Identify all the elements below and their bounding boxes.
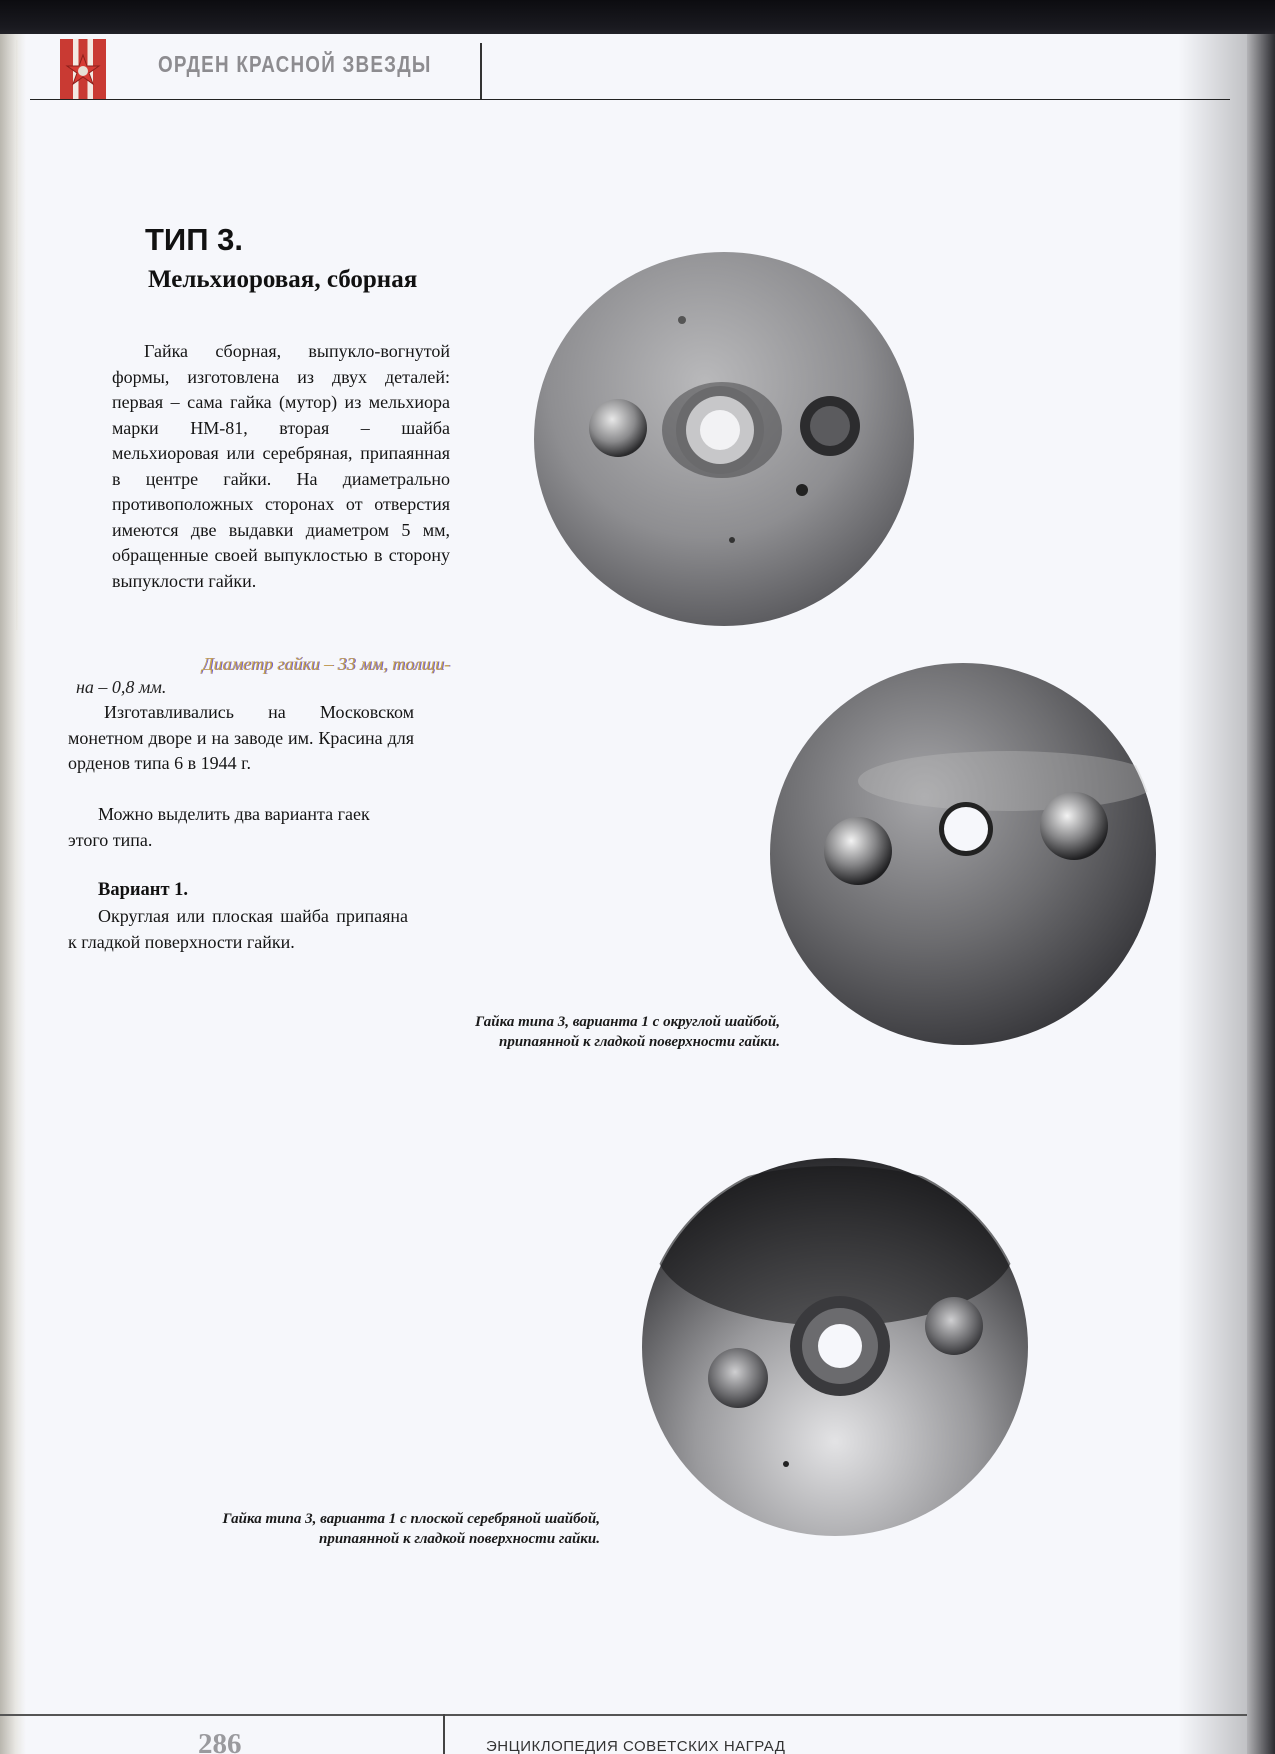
manufacture-paragraph: Изготавливались на Московском монетном дворе и на заводе им. Красина для орденов типа 6 в 1944 г. (68, 702, 414, 773)
nut-photo-bottom (640, 1156, 1030, 1538)
photo-caption-2-line-2: припаянной к гладкой поверхности гайки. (319, 1531, 600, 1547)
page-curl-shadow (1178, 34, 1248, 1754)
photo-caption-1-line-2: припаянной к гладкой поверхности гайки. (499, 1034, 780, 1050)
footer-divider (443, 1714, 445, 1754)
book-spine (1247, 34, 1275, 1754)
footer-rule (0, 1714, 1248, 1716)
diameter-line: Диаметр гайки – 33 мм, толщи- (201, 654, 450, 674)
red-star-icon (60, 53, 106, 87)
section-title: ОРДЕН КРАСНОЙ ЗВЕЗДЫ (158, 51, 432, 77)
type-subheading: Мельхиоровая, сборная (148, 266, 418, 293)
nut-photo-middle (768, 661, 1158, 1048)
gutter-shadow (0, 34, 26, 1754)
nut-photo-top (532, 250, 916, 628)
photo-caption-1 (380, 1012, 780, 1052)
photo-caption-2 (100, 1509, 600, 1549)
variant-1-heading: Вариант 1. (98, 880, 189, 900)
nut-description: Гайка сборная, выпукло-вогнутой формы, изготовлена из двух деталей: первая – сама гайка (мутор) из мельхиора марки НМ-81, вторая – шайба мельхиоровая или серебряная, припаянная в центре гайки. На диаметрально противоположных сторонах от отверстия имеются две выдавки диаметром 5 мм, обращенные своей выпуклостью в сторону выпуклости гайки. (112, 341, 450, 591)
variant-1-description: Округлая или плоская шайба припаяна к гладкой поверхности гайки. (68, 906, 408, 952)
diameter-tail: на – 0,8 мм. (76, 677, 167, 697)
page-number: 286 (198, 1728, 242, 1754)
header-divider (480, 43, 482, 99)
variants-intro: Можно выделить два варианта гаек этого типа. (68, 804, 370, 850)
book-page (0, 34, 1248, 1754)
photo-caption-1-line-1: Гайка типа 3, варианта 1 с округлой шайбой, (475, 1014, 780, 1030)
book-title: ЭНЦИКЛОПЕДИЯ СОВЕТСКИХ НАГРАД (486, 1738, 786, 1754)
photo-caption-2-line-1: Гайка типа 3, варианта 1 с плоской серебряной шайбой, (222, 1511, 600, 1527)
running-header (30, 39, 1230, 100)
type-heading: ТИП 3. (145, 222, 243, 257)
